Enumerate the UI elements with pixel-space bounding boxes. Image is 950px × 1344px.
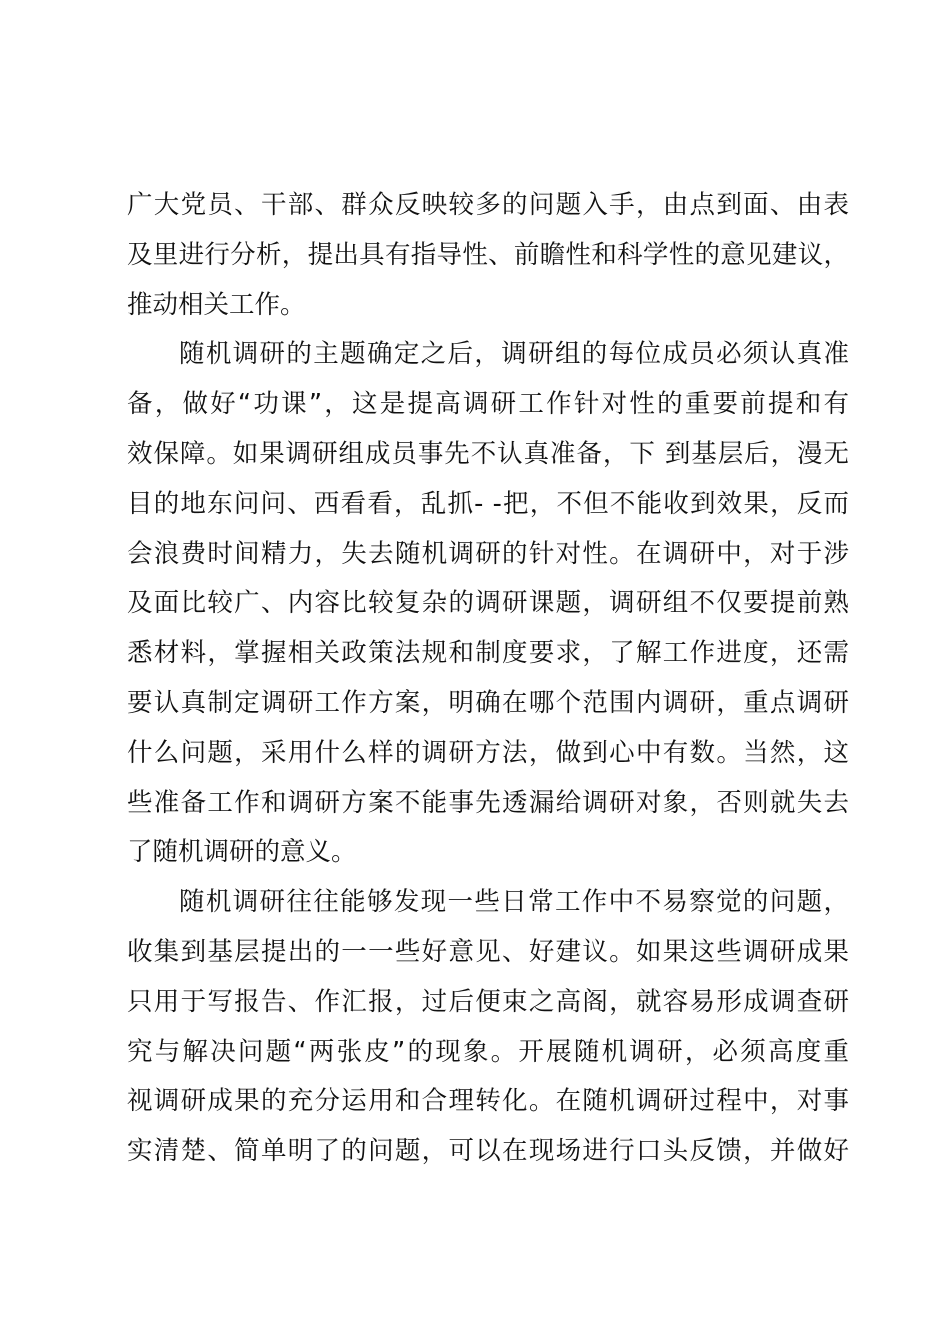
text-line: 什么问题，采用什么样的调研方法，做到心中有数。当然，这 xyxy=(127,737,849,768)
text-line: 实清楚、简单明了的问题，可以在现场进行口头反馈，并做好 xyxy=(127,1136,849,1167)
paragraph xyxy=(127,330,849,878)
text-line: 了随机调研的意义。 xyxy=(127,837,357,868)
text-line: 及里进行分析，提出具有指导性、前瞻性和科学性的意见建议， xyxy=(127,239,849,270)
text-line: 推动相关工作。 xyxy=(127,289,306,320)
text-line: 视调研成果的充分运用和合理转化。在随机调研过程中，对事 xyxy=(127,1086,849,1117)
text-line: 收集到基层提出的一一些好意见、好建议。如果这些调研成果 xyxy=(127,936,849,967)
paragraph xyxy=(127,181,849,330)
text-line: 广大党员、干部、群众反映较多的问题入手，由点到面、由表 xyxy=(127,190,849,220)
paragraph xyxy=(127,878,849,1177)
text-line: 会浪费时间精力，失去随机调研的针对性。在调研中，对于涉 xyxy=(127,538,849,569)
text-line: 随机调研的主题确定之后，调研组的每位成员必须认真准 xyxy=(179,339,849,370)
text-line: 只用于写报告、作汇报，过后便束之高阁，就容易形成调查研 xyxy=(127,986,849,1017)
text-line: 及面比较广、内容比较复杂的调研课题，调研组不仅要提前熟 xyxy=(127,588,849,619)
text-line: 备，做好“功课”，这是提高调研工作针对性的重要前提和有 xyxy=(127,389,849,420)
text-line: 随机调研往往能够发现一些日常工作中不易察觉的问题， xyxy=(179,887,849,918)
text-line: 要认真制定调研工作方案，明确在哪个范围内调研，重点调研 xyxy=(127,687,849,718)
text-line: 效保障。如果调研组成员事先不认真准备，下 到基层后，漫无 xyxy=(127,438,849,469)
document-body xyxy=(127,181,849,1177)
text-line: 悉材料，掌握相关政策法规和制度要求，了解工作进度，还需 xyxy=(127,638,849,669)
text-line: 些准备工作和调研方案不能事先透漏给调研对象，否则就失去 xyxy=(127,787,849,818)
text-line: 目的地东问问、西看看，乱抓- -把，不但不能收到效果，反而 xyxy=(127,488,849,519)
text-line: 究与解决问题“两张皮”的现象。开展随机调研，必须高度重 xyxy=(127,1036,849,1067)
